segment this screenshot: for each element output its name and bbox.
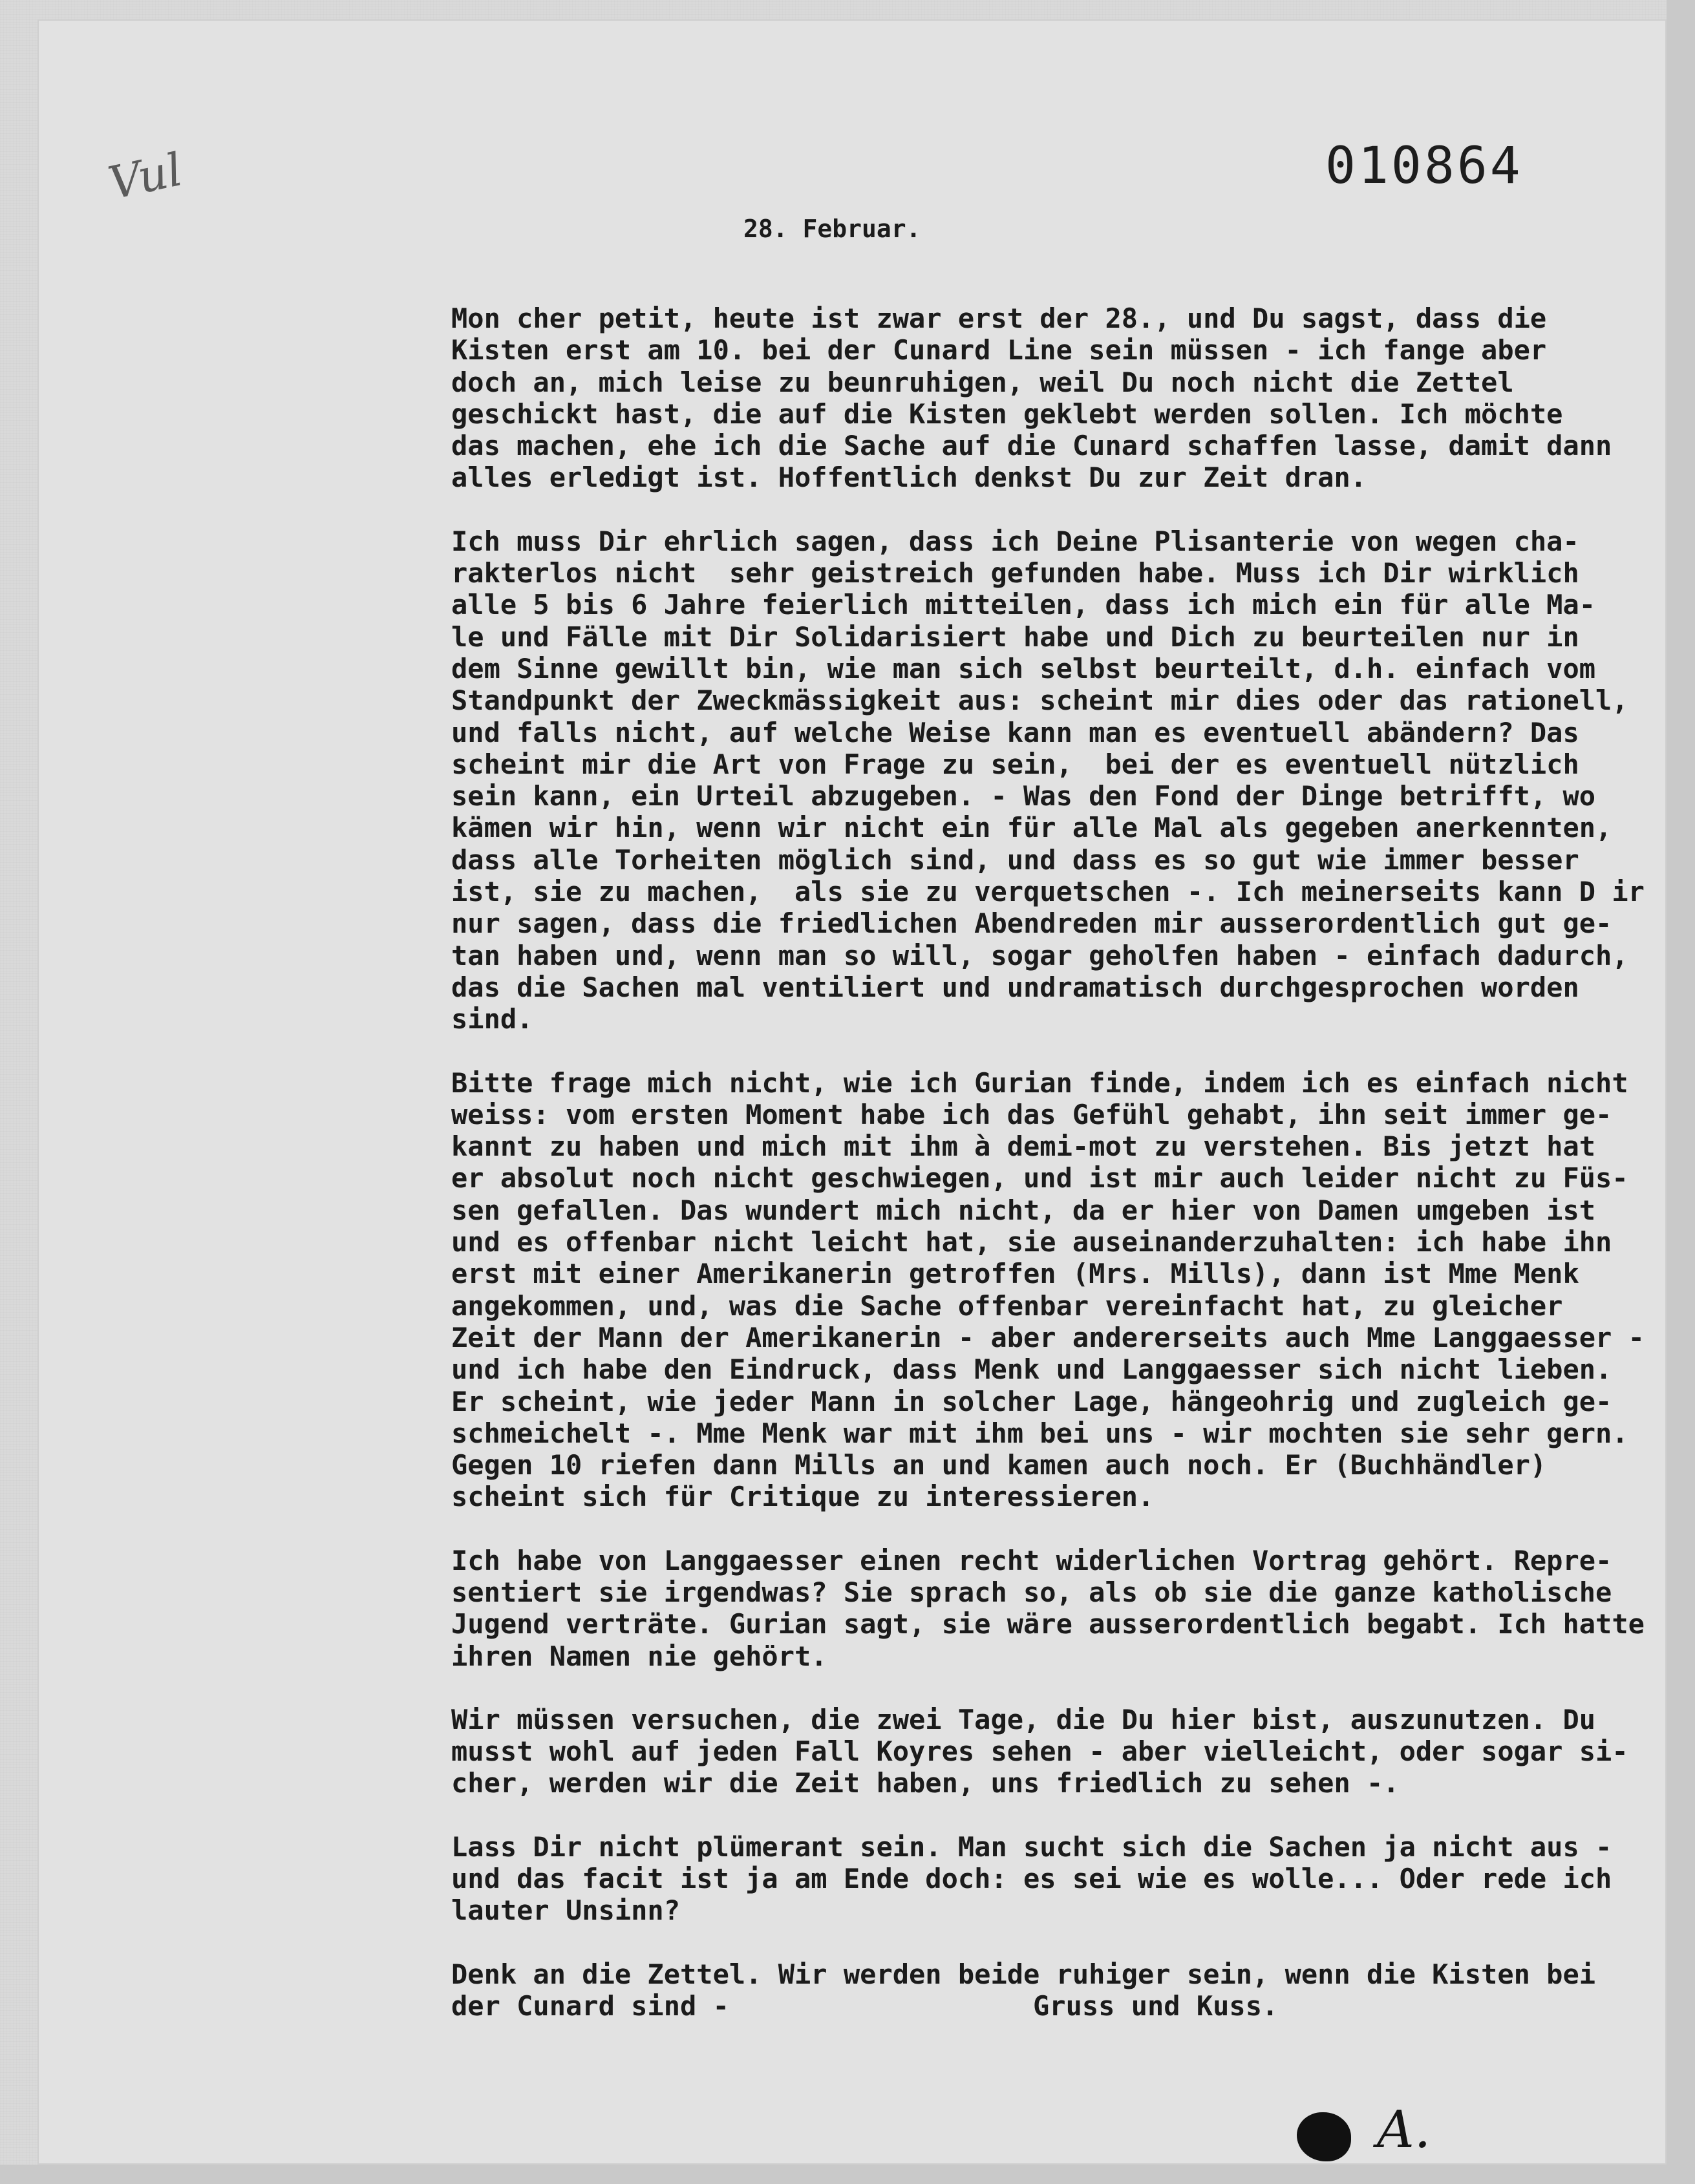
text-line: tan haben und, wenn man so will, sogar geholfen haben - einfach dadurch,: [451, 939, 1628, 971]
closing-paragraph: [451, 1958, 1667, 2022]
text-line: Mon cher petit, heute ist zwar erst der 28., und Du sagst, dass die: [451, 302, 1547, 334]
text-line: le und Fälle mit Dir Solidarisiert habe und Dich zu beurteilen nur in: [451, 620, 1579, 653]
scan-border-right: [1667, 0, 1695, 2184]
paragraph-list: [451, 302, 1667, 1927]
text-line: dem Sinne gewillt bin, wie man sich selbst beurteilt, d.h. einfach vom: [451, 652, 1596, 684]
paragraph: [451, 1704, 1667, 1799]
text-line: kannt zu haben und mich mit ihm à demi-mot zu verstehen. Bis jetzt hat: [451, 1130, 1596, 1163]
text-line: sen gefallen. Das wundert mich nicht, da er hier von Damen umgeben ist: [451, 1194, 1596, 1226]
text-line: Ich muss Dir ehrlich sagen, dass ich Deine Plisanterie von wegen cha-: [451, 525, 1579, 557]
text-line: alle 5 bis 6 Jahre feierlich mitteilen, dass ich mich ein für alle Ma-: [451, 589, 1596, 621]
text-line: alles erledigt ist. Hoffentlich denkst Du zur Zeit dran.: [451, 461, 1367, 494]
text-line: Kisten erst am 10. bei der Cunard Line sein müssen - ich fange aber: [451, 334, 1547, 366]
paragraph: [451, 1067, 1667, 1513]
closing-row: [451, 1989, 1279, 2022]
text-line: scheint mir die Art von Frage zu sein, bei der es eventuell nützlich: [451, 748, 1579, 780]
closing-greeting: Gruss und Kuss.: [1033, 1989, 1279, 2022]
text-line: sind.: [451, 1003, 533, 1035]
paragraph: [451, 1831, 1667, 1927]
text-line: sentiert sie irgendwas? Sie sprach so, als ob sie die ganze katholische: [451, 1576, 1612, 1608]
text-line: rakterlos nicht sehr geistreich gefunden habe. Muss ich Dir wirklich: [451, 557, 1579, 589]
text-line: geschickt hast, die auf die Kisten geklebt werden sollen. Ich möchte: [451, 398, 1563, 430]
text-line: schmeichelt -. Mme Menk war mit ihm bei uns - wir mochten sie sehr gern.: [451, 1417, 1628, 1449]
text-line: Ich habe von Langgaesser einen recht widerlichen Vortrag gehört. Repre-: [451, 1544, 1612, 1576]
text-line: sein kann, ein Urteil abzugeben. - Was den Fond der Dinge betrifft, wo: [451, 780, 1596, 812]
paragraph: [451, 302, 1667, 494]
text-line: und das facit ist ja am Ende doch: es sei wie es wolle... Oder rede ich: [451, 1863, 1612, 1895]
text-line: Gegen 10 riefen dann Mills an und kamen auch noch. Er (Buchhändler): [451, 1449, 1547, 1481]
text-line: Lass Dir nicht plümerant sein. Man sucht sich die Sachen ja nicht aus -: [451, 1830, 1612, 1863]
text-line: Jugend verträte. Gurian sagt, sie wäre ausserordentlich begabt. Ich hatte: [451, 1608, 1645, 1640]
text-line: Bitte frage mich nicht, wie ich Gurian finde, indem ich es einfach nicht: [451, 1066, 1628, 1099]
text-line: doch an, mich leise zu beunruhigen, weil Du noch nicht die Zettel: [451, 366, 1514, 398]
text-line: dass alle Torheiten möglich sind, und dass es so gut wie immer besser: [451, 843, 1579, 876]
text-line: erst mit einer Amerikanerin getroffen (Mrs. Mills), dann ist Mme Menk: [451, 1258, 1579, 1290]
text-line: Wir müssen versuchen, die zwei Tage, die Du hier bist, auszunutzen. Du: [451, 1703, 1596, 1735]
text-line: ihren Namen nie gehört.: [451, 1640, 827, 1672]
scan-border-bottom: [0, 2165, 1695, 2184]
text-line: cher, werden wir die Zeit haben, uns friedlich zu sehen -.: [451, 1767, 1400, 1799]
letter-date: 28. Februar.: [743, 215, 921, 243]
text-line: angekommen, und, was die Sache offenbar vereinfacht hat, zu gleicher: [451, 1289, 1563, 1322]
text-line: Standpunkt der Zweckmässigkeit aus: scheint mir dies oder das rationell,: [451, 684, 1628, 717]
text-line: das die Sachen mal ventiliert und undramatisch durchgesprochen worden: [451, 971, 1579, 1003]
text-line: ist, sie zu machen, als sie zu verquetschen -. Ich meinerseits kann D ir: [451, 876, 1645, 908]
text-line: musst wohl auf jeden Fall Koyres sehen - aber vielleicht, oder sogar si-: [451, 1735, 1628, 1768]
text-line: Zeit der Mann der Amerikanerin - aber andererseits auch Mme Langgaesser -: [451, 1321, 1645, 1353]
text-line: das machen, ehe ich die Sache auf die Cunard schaffen lasse, damit dann: [451, 430, 1612, 462]
handwritten-pencil-note: Vul: [103, 143, 187, 210]
text-line: Er scheint, wie jeder Mann in solcher Lage, hängeohrig und zugleich ge-: [451, 1385, 1612, 1417]
text-line: und es offenbar nicht leicht hat, sie auseinanderzuhalten: ich habe ihn: [451, 1226, 1612, 1258]
handwritten-signature: A.: [1377, 2099, 1431, 2159]
paragraph: [451, 525, 1667, 1035]
text-line: er absolut noch nicht geschwiegen, und ist mir auch leider nicht zu Füs-: [451, 1162, 1628, 1194]
text-line: weiss: vom ersten Moment habe ich das Gefühl gehabt, ihn seit immer ge-: [451, 1098, 1612, 1130]
text-line: lauter Unsinn?: [451, 1894, 681, 1927]
letter-body: [451, 302, 1667, 2053]
text-line: und ich habe den Eindruck, dass Menk und Langgaesser sich nicht lieben.: [451, 1353, 1612, 1386]
closing-line: Denk an die Zettel. Wir werden beide ruhiger sein, wenn die Kisten bei: [451, 1958, 1596, 1990]
text-line: und falls nicht, auf welche Weise kann man es eventuell abändern? Das: [451, 716, 1579, 748]
paragraph: [451, 1545, 1667, 1672]
closing-line: der Cunard sind -: [451, 1989, 729, 2022]
archive-stamp-number: 010864: [1325, 137, 1523, 195]
text-line: kämen wir hin, wenn wir nicht ein für alle Mal als gegeben anerkennten,: [451, 812, 1612, 844]
text-line: nur sagen, dass die friedlichen Abendreden mir ausserordentlich gut ge-: [451, 907, 1612, 940]
text-line: scheint sich für Critique zu interessieren.: [451, 1481, 1155, 1513]
